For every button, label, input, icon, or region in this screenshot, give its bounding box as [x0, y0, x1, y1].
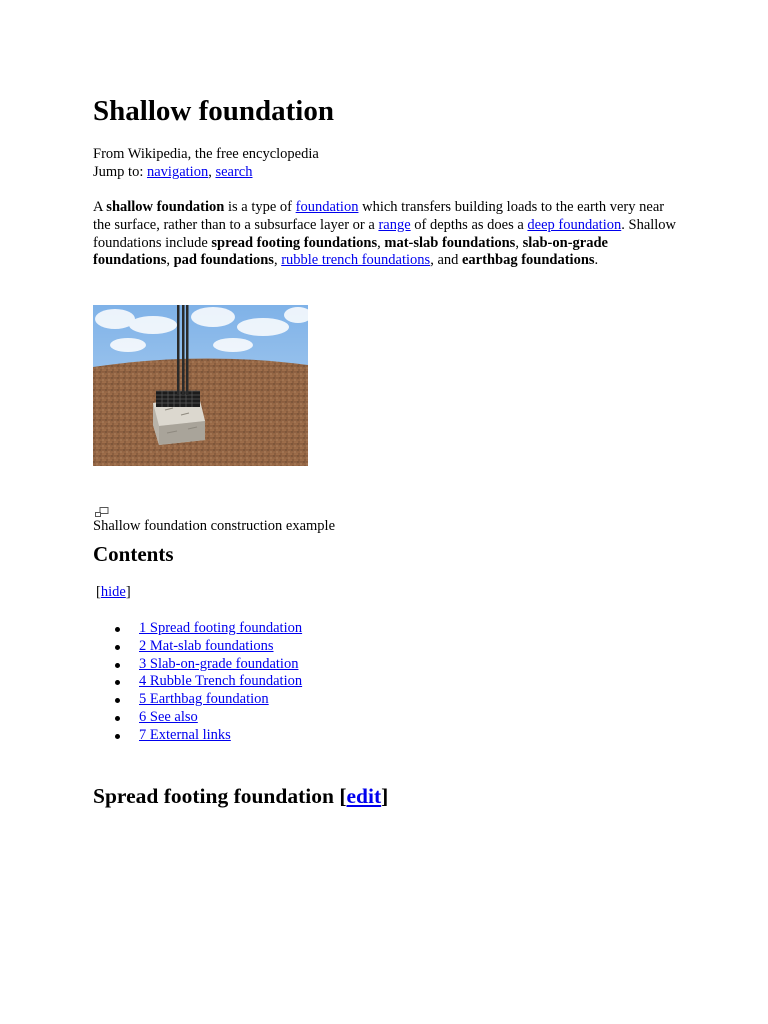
range-link[interactable]: range: [378, 216, 411, 233]
bullet-icon: [115, 627, 120, 632]
intro-bold-term: shallow foundation: [106, 199, 225, 215]
intro-text: which transfers building loads to the earth very near the surface, rather than to a subsurface layer or a: [93, 199, 665, 233]
toc-link[interactable]: 2 Mat-slab foundations: [139, 637, 274, 654]
intro-bold-term: pad foundations: [173, 252, 274, 269]
toc-item: [93, 620, 302, 638]
site-subtitle: From Wikipedia, the free encyclopedia: [93, 146, 319, 162]
section-heading: [93, 782, 388, 810]
intro-bold-term: earthbag foundations: [462, 252, 595, 269]
toc-bracket-close: ]: [125, 584, 131, 600]
deep-foundation-link[interactable]: deep foundation: [527, 216, 622, 233]
bullet-icon: [115, 680, 120, 685]
rubble-trench-link[interactable]: rubble trench foundations: [281, 252, 431, 269]
toc-link[interactable]: 6 See also: [139, 708, 198, 725]
jump-search-link[interactable]: search: [215, 164, 253, 180]
jump-navigation-link[interactable]: navigation: [146, 164, 209, 180]
intro-bold-term: mat-slab foundations: [384, 234, 516, 251]
intro-text: ,: [166, 252, 174, 269]
jump-prefix: Jump to:: [93, 164, 147, 180]
intro-text: ,: [515, 234, 523, 251]
intro-text: ,: [377, 234, 385, 251]
jump-separator: ,: [208, 164, 216, 180]
edit-bracket-close: ]: [381, 784, 389, 808]
intro-text: . Shallow foundations include: [93, 216, 677, 251]
figure-caption: Shallow foundation construction example: [93, 518, 336, 534]
toc-item: [93, 691, 302, 709]
intro-text: .: [594, 252, 599, 269]
bullet-icon: [115, 663, 120, 668]
intro-text: ,: [273, 252, 282, 269]
intro-text: is a type of: [224, 199, 296, 215]
magnify-clip-icon[interactable]: [95, 507, 109, 518]
edit-bracket-open: [: [339, 784, 347, 808]
bullet-icon: [115, 716, 120, 721]
edit-link[interactable]: edit: [346, 784, 382, 808]
intro-paragraph: [93, 199, 683, 270]
toc-item: [93, 656, 302, 674]
section-title: Spread footing foundation: [93, 784, 340, 808]
toc-link[interactable]: 4 Rubble Trench foundation: [139, 673, 303, 690]
contents-heading: Contents: [93, 542, 174, 566]
foundation-link[interactable]: foundation: [295, 199, 359, 215]
intro-bold-term: spread footing foundations: [211, 234, 378, 251]
toc-link[interactable]: 5 Earthbag foundation: [139, 691, 269, 708]
intro-text: of depths as does a: [410, 216, 528, 233]
intro-text: A: [93, 199, 107, 215]
table-of-contents: [93, 620, 302, 745]
bullet-icon: [115, 734, 120, 739]
toc-bracket-open: [: [96, 584, 101, 600]
toc-item: [93, 638, 302, 656]
toc-item: [93, 727, 302, 745]
toc-item: [93, 709, 302, 727]
toc-toggle: [96, 584, 131, 601]
page-title: Shallow foundation: [93, 95, 334, 127]
toc-link[interactable]: 3 Slab-on-grade foundation: [139, 655, 299, 672]
intro-text: , and: [430, 252, 462, 269]
foundation-illustration[interactable]: [93, 305, 308, 466]
bullet-icon: [115, 698, 120, 703]
toc-link[interactable]: 7 External links: [139, 726, 231, 743]
toc-link[interactable]: 1 Spread footing foundation: [139, 620, 303, 636]
toc-item: [93, 673, 302, 691]
hide-link[interactable]: hide: [100, 584, 126, 600]
bullet-icon: [115, 645, 120, 650]
jump-to-line: [93, 164, 252, 181]
intro-bold-term: slab-on-grade foundations: [93, 234, 608, 269]
